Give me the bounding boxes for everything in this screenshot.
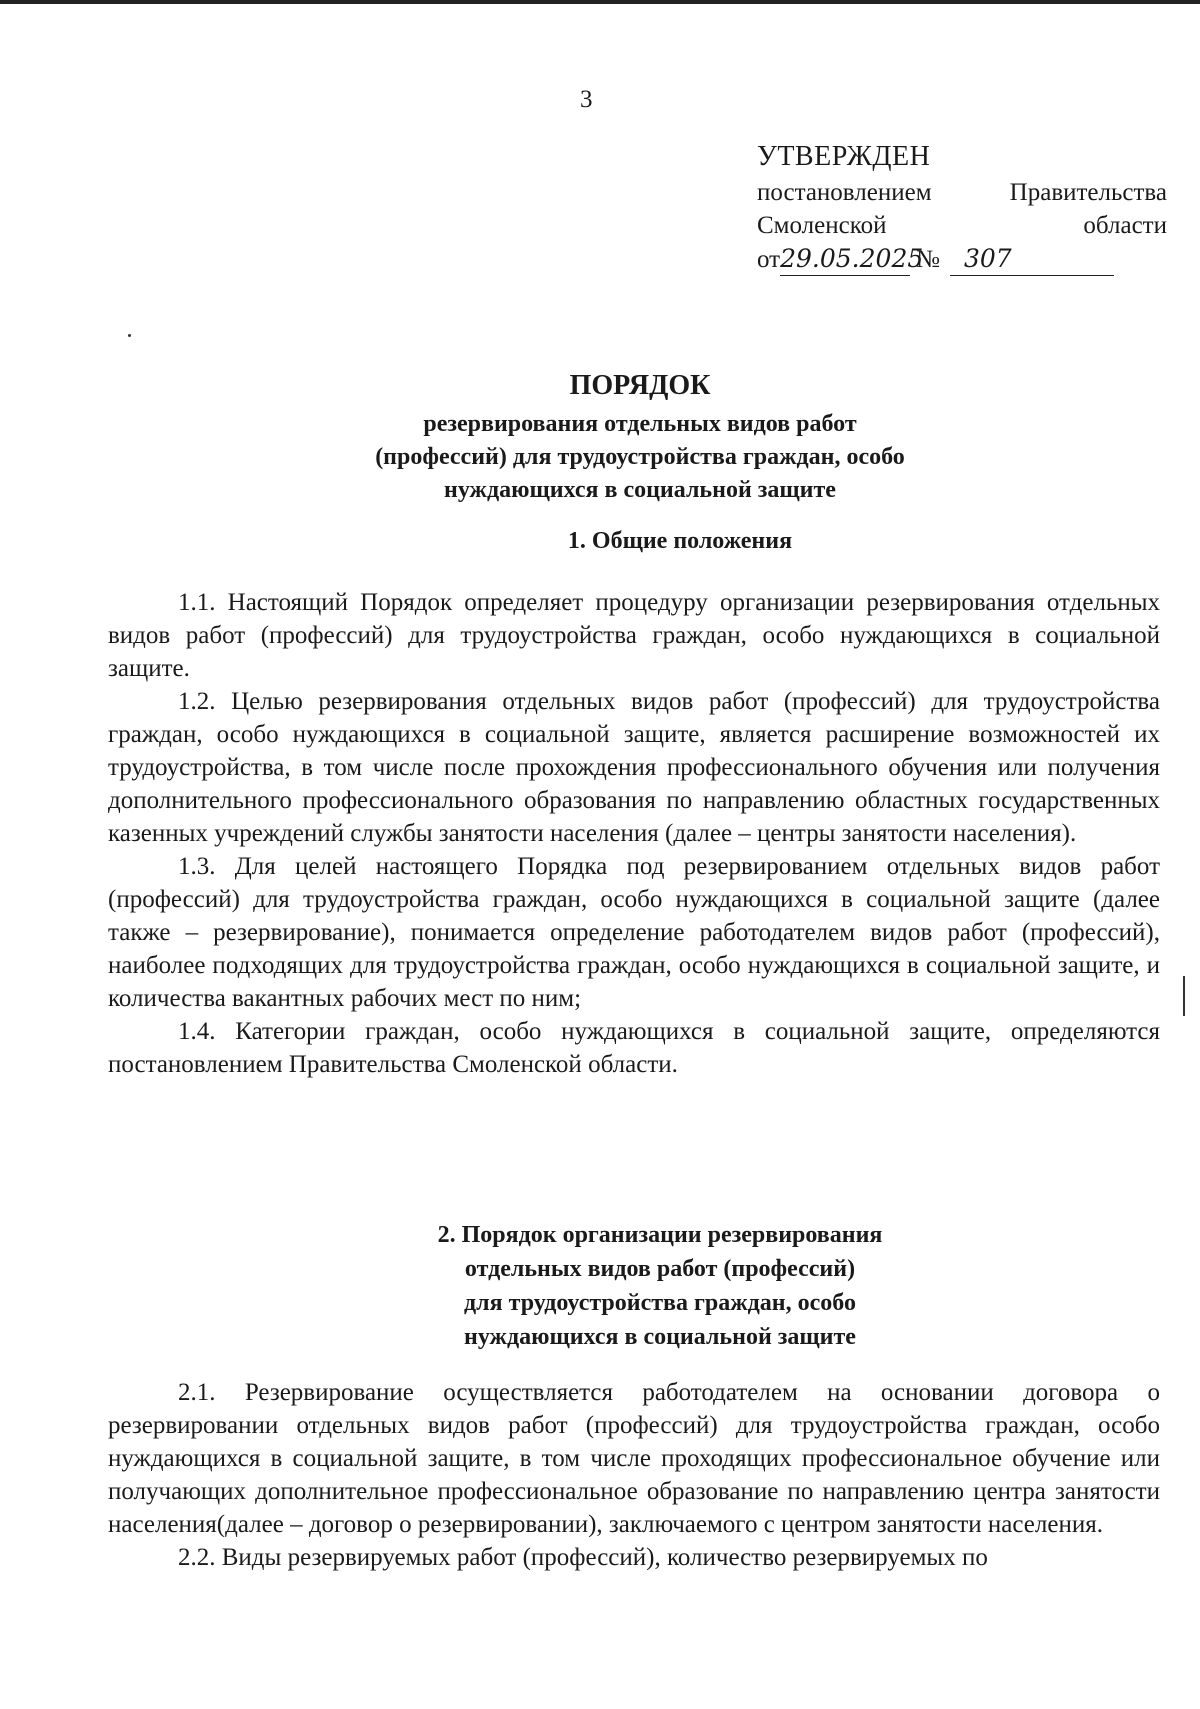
section-1-body — [108, 586, 1160, 1081]
paragraph-1-3: 1.3. Для целей настоящего Порядка под резервированием отдельных видов работ (профессий) для трудоустройства граждан, особо нуждающихся в социальной защите (далее также – резервирование), понимается определение работодателем видов работ (профессий), наиболее подходящих для трудоустройства граждан, особо нуждающихся в социальной защите, и количества вакантных рабочих мест по ним; — [108, 853, 1160, 1012]
approval-stamp-title: УТВЕРЖДЕН — [757, 141, 931, 172]
section-1-heading: 1. Общие положения — [567, 528, 793, 554]
paragraph-2-1: 2.1. Резервирование осуществляется работодателем на основании договора о резервировании отдельных видов работ (профессий) для трудоустройства граждан, особо нуждающихся в социальной защите, в том числе проходящих профессиональное обучение или получающих дополнительное профессиональное образование по направлению центра занятости населения(далее – договор о резервировании), заключаемого с центром занятости населения. — [108, 1379, 1160, 1538]
margin-change-bar — [1183, 976, 1185, 1016]
section-2-heading-line-1: 2. Порядок организации резервирования — [437, 1222, 883, 1248]
document-subtitle-line-3: нуждающихся в социальной защите — [444, 477, 836, 503]
approval-stamp-block — [757, 140, 1167, 276]
approval-line-2 — [757, 209, 1167, 242]
approval-line-1-right: Правительства — [1009, 179, 1167, 206]
document-title-block — [200, 368, 1080, 507]
document-title: ПОРЯДОК — [569, 370, 711, 401]
approval-line-2-left: Смоленской — [757, 212, 887, 239]
approval-line-1 — [757, 176, 1167, 209]
paragraph-1-4: 1.4. Категории граждан, особо нуждающихся в социальной защите, определяются постановлением Правительства Смоленской области. — [108, 1018, 1160, 1078]
scan-speck — [128, 334, 131, 337]
approval-line-1-left: постановлением — [757, 179, 932, 206]
number-sign: № — [916, 246, 940, 273]
paragraph-2-2: 2.2. Виды резервируемых работ (профессий), количество резервируемых по — [178, 1544, 988, 1571]
date-prefix: от — [757, 246, 781, 273]
document-subtitle-line-2: (профессий) для трудоустройства граждан, особо — [375, 444, 905, 470]
section-2-heading-line-3: для трудоустройства граждан, особо — [464, 1290, 856, 1316]
paragraph-1-2: 1.2. Целью резервирования отдельных видов работ (профессий) для трудоустройства граждан, особо нуждающихся в социальной защите, является расширение возможностей их трудоустройства, в том числе после прохождения профессионального обучения или получения дополнительного профессионального образования по направлению областных государственных казенных учреждений службы занятости населения (далее – центры занятости населения). — [108, 688, 1160, 847]
handwritten-date: 29.05.2025 — [780, 242, 910, 276]
page-number: 3 — [580, 86, 593, 113]
handwritten-number: 307 — [950, 242, 1114, 276]
page-top-edge — [0, 0, 1200, 4]
section-2-heading-line-2: отдельных видов работ (профессий) — [464, 1256, 856, 1282]
paragraph-1-1: 1.1. Настоящий Порядок определяет процедуру организации резервирования отдельных видов работ (профессий) для трудоустройства граждан, особо нуждающихся в социальной защите. — [108, 589, 1160, 682]
approval-line-2-right: области — [1083, 212, 1167, 239]
document-subtitle-line-1: резервирования отдельных видов работ — [423, 411, 857, 437]
section-2-heading — [380, 1218, 940, 1354]
approval-date-line — [757, 242, 1167, 276]
section-2-body — [108, 1376, 1160, 1574]
section-2-heading-line-4: нуждающихся в социальной защите — [464, 1324, 856, 1350]
